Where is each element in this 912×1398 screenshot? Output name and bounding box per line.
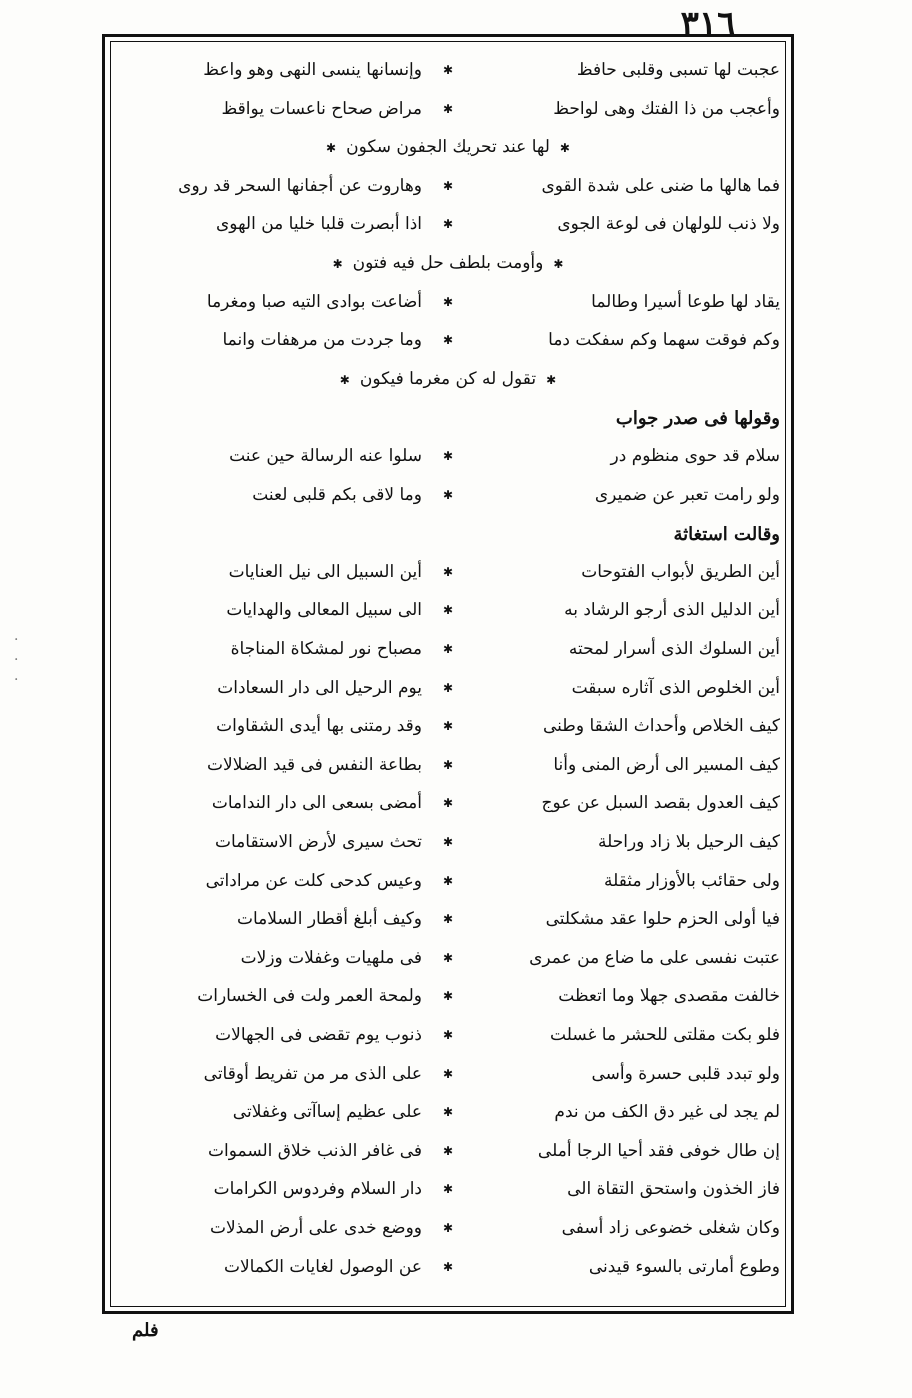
star-separator-icon: ✱ bbox=[442, 796, 454, 811]
verse-line bbox=[116, 940, 780, 976]
star-separator-icon: ✱ bbox=[442, 63, 454, 77]
star-separator-icon: ✱ bbox=[442, 950, 454, 965]
refrain-text: وأومت بلطف حل فيه فتون bbox=[352, 253, 544, 273]
hemistich-second: وقد رمتنى بها أيدى الشقاوات bbox=[216, 716, 422, 737]
star-separator-icon: ✱ bbox=[442, 178, 454, 193]
star-separator-icon: ✱ bbox=[442, 333, 454, 348]
star-separator-icon: ✱ bbox=[442, 1259, 454, 1274]
hemistich-first: أين السلوك الذى أسرار لمحته bbox=[568, 639, 780, 659]
hemistich-second: على الذى مر من تفريط أوقاتى bbox=[203, 1063, 422, 1084]
hemistich-second: اذا أبصرت قلبا خليا من الهوى bbox=[215, 214, 422, 235]
star-separator-icon: ✱ bbox=[442, 1066, 454, 1081]
star-separator-icon: ✱ bbox=[326, 141, 337, 156]
hemistich-first: فيا أولى الحزم حلوا عقد مشكلتى bbox=[545, 909, 780, 930]
hemistich-first: لم يجد لى غير دق الكف من ندم bbox=[554, 1102, 780, 1123]
star-separator-icon: ✱ bbox=[442, 101, 454, 116]
section-heading: وقولها فى صدر جواب bbox=[615, 408, 780, 430]
refrain-line bbox=[116, 129, 780, 165]
verse-line bbox=[116, 1249, 780, 1285]
star-separator-icon: ✱ bbox=[442, 642, 454, 656]
hemistich-second: بطاعة النفس فى قيد الضلالات bbox=[207, 754, 422, 775]
verse-line bbox=[116, 592, 780, 628]
hemistich-first: أين الدليل الذى أرجو الرشاد به bbox=[564, 600, 780, 621]
hemistich-second: أين السبيل الى نيل العنايات bbox=[228, 561, 422, 582]
verse-line bbox=[116, 1171, 780, 1207]
star-separator-icon: ✱ bbox=[442, 1182, 454, 1197]
hemistich-second: على عظيم إساآتى وغفلاتى bbox=[232, 1102, 422, 1123]
hemistich-second: مراض صحاح ناعسات يواقظ bbox=[221, 98, 422, 119]
hemistich-first: فما هالها ما ضنى على شدة القوى bbox=[541, 175, 780, 196]
verse-line bbox=[116, 785, 780, 821]
hemistich-second: أمضى بسعى الى دار الندامات bbox=[211, 793, 422, 814]
page-body bbox=[116, 52, 780, 1302]
hemistich-first: كيف الخلاص وأحداث الشقا وطنى bbox=[543, 716, 780, 737]
star-separator-icon: ✱ bbox=[442, 757, 454, 772]
hemistich-second: فى ملهيات وغفلات وزلات bbox=[240, 947, 422, 968]
hemistich-first: وأعجب من ذا الفتك وهى لواحظ bbox=[553, 98, 780, 119]
star-separator-icon: ✱ bbox=[332, 257, 343, 271]
star-separator-icon: ✱ bbox=[442, 487, 454, 502]
hemistich-first: ولى حقائب بالأوزار مثقلة bbox=[603, 870, 780, 891]
hemistich-second: وكيف أبلغ أقطار السلامات bbox=[236, 909, 422, 930]
star-separator-icon: ✱ bbox=[442, 603, 454, 618]
refrain-text: تقول له كن مغرما فيكون bbox=[359, 368, 537, 389]
hemistich-first: كيف الرحيل بلا زاد وراحلة bbox=[597, 832, 780, 852]
verse-line bbox=[116, 168, 780, 204]
hemistich-first: وكان شغلى خضوعى زاد أسفى bbox=[561, 1218, 780, 1238]
star-separator-icon: ✱ bbox=[442, 680, 454, 695]
star-separator-icon: ✱ bbox=[442, 1028, 454, 1042]
hemistich-first: أين الخلوص الذى آثاره سبقت bbox=[571, 677, 780, 698]
hemistich-second: تحث سيرى لأرض الاستقامات bbox=[215, 832, 422, 852]
hemistich-first: وطوع أمارتى بالسوء قيدنى bbox=[588, 1256, 780, 1277]
page-number: ٣١٦ bbox=[680, 4, 736, 44]
verse-line bbox=[116, 1094, 780, 1130]
verse-line bbox=[116, 824, 780, 860]
hemistich-first: ولو رامت تعبر عن ضميرى bbox=[594, 484, 780, 505]
verse-line bbox=[116, 91, 780, 127]
verse-line bbox=[116, 477, 780, 513]
verse-line bbox=[116, 670, 780, 706]
hemistich-first: كيف العدول بقصد السبل عن عوج bbox=[541, 793, 780, 814]
hemistich-first: عتبت نفسى على ما ضاع من عمرى bbox=[529, 947, 780, 968]
verse-line bbox=[116, 438, 780, 474]
star-separator-icon: ✱ bbox=[442, 873, 454, 888]
verse-line bbox=[116, 747, 780, 783]
hemistich-first: عجبت لها تسبى وقلبى حافظ bbox=[576, 60, 780, 80]
hemistich-first: ولا ذنب للولهان فى لوعة الجوى bbox=[557, 214, 780, 235]
star-separator-icon: ✱ bbox=[553, 257, 564, 271]
hemistich-first: أين الطريق لأبواب الفتوحات bbox=[581, 561, 780, 582]
hemistich-first: فلو بكت مقلتى للحشر ما غسلت bbox=[550, 1025, 780, 1045]
hemistich-second: سلوا عنه الرسالة حين عنت bbox=[229, 446, 422, 466]
hemistich-second: أضاعت بوادى التيه صبا ومغرما bbox=[206, 291, 422, 312]
verse-line bbox=[116, 1056, 780, 1092]
catchword: فلم bbox=[132, 1320, 159, 1341]
star-separator-icon: ✱ bbox=[559, 141, 570, 156]
hemistich-second: ووضع خدى على أرض المذلات bbox=[209, 1218, 422, 1238]
verse-line bbox=[116, 708, 780, 744]
refrain-line bbox=[116, 361, 780, 397]
verse-line bbox=[116, 1017, 780, 1053]
margin-marks: · · · bbox=[14, 632, 19, 688]
verse-line bbox=[116, 901, 780, 937]
verse-line bbox=[116, 322, 780, 358]
verse-line bbox=[116, 52, 780, 88]
hemistich-second: فى غافر الذنب خلاق السموات bbox=[208, 1140, 422, 1161]
hemistich-second: الى سبيل المعالى والهدايات bbox=[226, 600, 422, 621]
section-heading: وقالت استغاثة bbox=[673, 524, 780, 546]
hemistich-second: وما لاقى بكم قلبى لعنت bbox=[252, 484, 422, 505]
star-separator-icon: ✱ bbox=[339, 372, 350, 387]
star-separator-icon: ✱ bbox=[442, 449, 454, 463]
hemistich-second: وعيس كدحى كلت عن مراداتى bbox=[205, 870, 422, 891]
star-separator-icon: ✱ bbox=[442, 912, 454, 927]
verse-line bbox=[116, 863, 780, 899]
star-separator-icon: ✱ bbox=[442, 1105, 454, 1120]
star-separator-icon: ✱ bbox=[442, 835, 454, 849]
star-separator-icon: ✱ bbox=[442, 217, 454, 232]
hemistich-first: وكم فوقت سهما وكم سفكت دما bbox=[548, 330, 780, 351]
verse-line bbox=[116, 1210, 780, 1246]
hemistich-second: عن الوصول لغايات الكمالات bbox=[223, 1256, 422, 1277]
hemistich-second: وإنسانها ينسى النهى وهو واعظ bbox=[203, 60, 422, 80]
hemistich-first: يقاد لها طوعا أسيرا وطالما bbox=[591, 291, 780, 312]
star-separator-icon: ✱ bbox=[546, 372, 557, 387]
hemistich-first: ولو تبدد قلبى حسرة وأسى bbox=[591, 1063, 780, 1084]
refrain-text: لها عند تحريك الجفون سكون bbox=[346, 137, 550, 158]
star-separator-icon: ✱ bbox=[442, 1143, 454, 1158]
verse-line bbox=[116, 554, 780, 590]
verse-line bbox=[116, 978, 780, 1014]
verse-line bbox=[116, 631, 780, 667]
hemistich-second: وهاروت عن أجفانها السحر قد روى bbox=[178, 175, 422, 196]
hemistich-first: فاز الخذون واستحق التقاة الى bbox=[567, 1179, 780, 1200]
hemistich-first: سلام قد حوى منظوم در bbox=[610, 446, 780, 466]
hemistich-second: ذنوب يوم تقضى فى الجهالات bbox=[215, 1025, 422, 1045]
hemistich-second: وما جردت من مرهفات وانما bbox=[222, 330, 422, 351]
star-separator-icon: ✱ bbox=[442, 989, 454, 1004]
refrain-line bbox=[116, 245, 780, 281]
hemistich-first: كيف المسير الى أرض المنى وأنا bbox=[553, 754, 780, 775]
hemistich-second: يوم الرحيل الى دار السعادات bbox=[217, 677, 422, 698]
verse-line bbox=[116, 284, 780, 320]
hemistich-second: دار السلام وفردوس الكرامات bbox=[213, 1179, 422, 1200]
verse-line bbox=[116, 1133, 780, 1169]
star-separator-icon: ✱ bbox=[442, 564, 454, 579]
hemistich-first: إن طال خوفى فقد أحيا الرجا أملى bbox=[537, 1140, 780, 1161]
star-separator-icon: ✱ bbox=[442, 1221, 454, 1235]
hemistich-second: مصباح نور لمشكاة المناجاة bbox=[230, 639, 422, 659]
verse-line bbox=[116, 206, 780, 242]
hemistich-first: خالفت مقصدى جهلا وما اتعظت bbox=[558, 986, 780, 1007]
star-separator-icon: ✱ bbox=[442, 294, 454, 309]
hemistich-second: ولمحة العمر ولت فى الخسارات bbox=[197, 986, 422, 1007]
star-separator-icon: ✱ bbox=[442, 719, 454, 734]
